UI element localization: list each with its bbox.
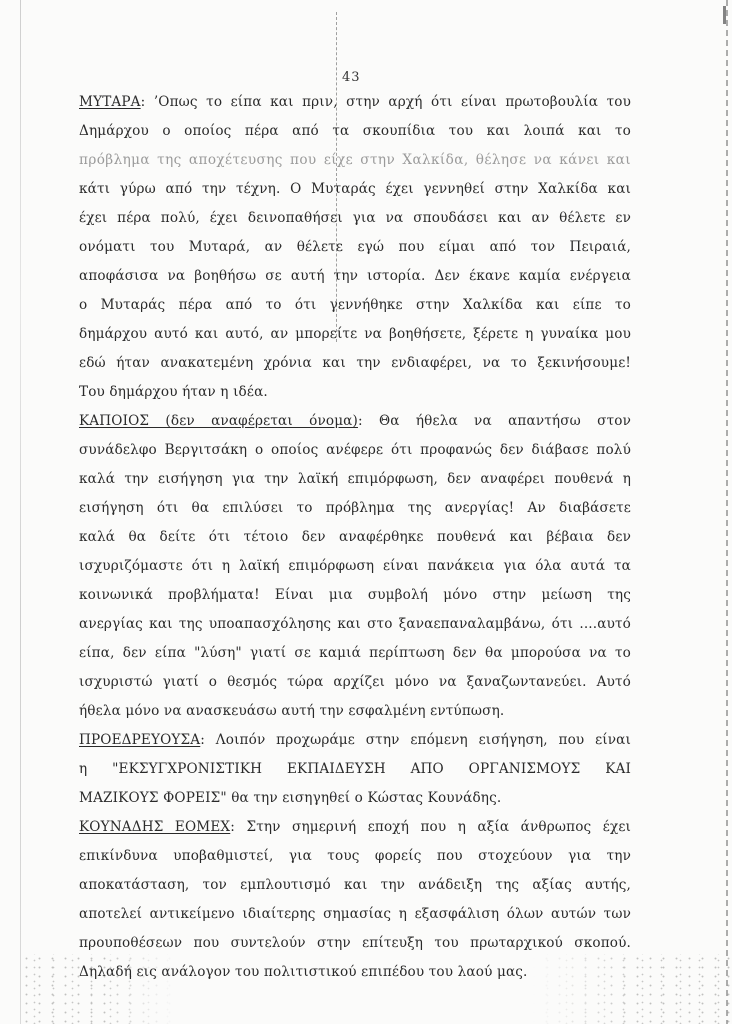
speaker-name: ΠΡΟΕΔΡΕΥΟΥΣΑ bbox=[79, 732, 201, 748]
transcript-body bbox=[79, 88, 631, 987]
line-text: Του δημάρχου ήταν η ιδέα. bbox=[79, 384, 268, 400]
line-text: : Στην σημερινή εποχή που η αξία άνθρωπος έχει bbox=[230, 819, 631, 835]
text-line bbox=[79, 813, 631, 842]
text-line bbox=[79, 407, 631, 436]
text-line bbox=[79, 900, 631, 929]
line-text: προυποθέσεων που συντελούν στην επίτευξη του πρωταρχικού σκοπού. bbox=[79, 935, 631, 951]
text-line bbox=[79, 378, 631, 407]
text-line bbox=[79, 349, 631, 378]
line-text: Δηλαδή εις ανάλογον του πολιτιστικού επιπέδου του λαού μας. bbox=[79, 964, 528, 980]
line-text: εδώ ήταν ανακατεμένη χρόνια και την ενδιαφέρει, να το ξεκινήσουμε! bbox=[79, 355, 631, 371]
scan-speck bbox=[723, 6, 726, 24]
line-text: καλά την εισήγηση για την λαϊκή επιμόρφωση, δεν αναφέρει πουθενά η bbox=[79, 471, 631, 487]
line-text: αποτελεί αντικείμενο ιδιαίτερης σημασίας η εξασφάλιση όλων αυτών των bbox=[79, 906, 631, 922]
line-text: είπα, δεν είπα "λύση" γιατί σε καμιά περίπτωση δεν θα μπορούσα να το bbox=[79, 645, 631, 661]
text-line bbox=[79, 610, 631, 639]
line-text: ισχυριζόμαστε ότι η λαϊκή επιμόρφωση είναι πανάκεια για όλα αυτά τα bbox=[79, 558, 631, 574]
text-line bbox=[79, 291, 631, 320]
text-line bbox=[79, 639, 631, 668]
text-line bbox=[79, 929, 631, 958]
line-text: εισήγηση ότι θα επιλύσει το πρόβλημα της ανεργίας! Αν διαβάσετε bbox=[79, 500, 631, 516]
scan-left-edge bbox=[20, 0, 21, 1024]
scan-right-edge bbox=[726, 0, 728, 1024]
text-line bbox=[79, 697, 631, 726]
text-line bbox=[79, 175, 631, 204]
text-line bbox=[79, 117, 631, 146]
text-line bbox=[79, 581, 631, 610]
text-line bbox=[79, 552, 631, 581]
text-line bbox=[79, 523, 631, 552]
text-line bbox=[79, 88, 631, 117]
line-text: πρόβλημα της αποχέτευσης που είχε στην Χαλκίδα, θέλησε να κάνει και bbox=[79, 152, 631, 168]
line-text: η "ΕΚΣΥΓΧΡΟΝΙΣΤΙΚΗ ΕΚΠΑΙΔΕΥΣΗ ΑΠΟ ΟΡΓΑΝΙΣΜΟΥΣ ΚΑΙ bbox=[79, 761, 631, 777]
text-line bbox=[79, 204, 631, 233]
line-text: επικίνδυνα υποβαθμιστεί, για τους φορείς που στοχεύουν για την bbox=[79, 848, 631, 864]
text-line bbox=[79, 726, 631, 755]
text-line bbox=[79, 871, 631, 900]
line-text: δημάρχου αυτό και αυτό, αν μπορείτε να βοηθήσετε, ξέρετε η γυναίκα μου bbox=[79, 326, 631, 342]
line-text: συνάδελφο Βεργιτσάκη ο οποίος ανέφερε ότι προφανώς δεν διάβασε πολύ bbox=[79, 442, 631, 458]
line-text: ισχυριστώ γιατί ο θεσμός τώρα αρχίζει μόνο να ξαναζωντανεύει. Αυτό bbox=[79, 674, 631, 690]
line-text: αποκατάσταση, τον εμπλουτισμό και την ανάδειξη της αξίας αυτής, bbox=[79, 877, 631, 893]
page-number: 43 bbox=[342, 70, 361, 85]
line-text: κοινωνικά προβλήματα! Είναι μια συμβολή μόνο στην μείωση της bbox=[79, 587, 631, 603]
line-text: καλά θα δείτε ότι τέτοιο δεν αναφέρθηκε πουθενά και βέβαια δεν bbox=[79, 529, 631, 545]
text-line bbox=[79, 465, 631, 494]
line-text: ονόματι του Μυταρά, αν θέλετε εγώ που είμαι από τον Πειραιά, bbox=[79, 239, 631, 255]
text-line bbox=[79, 494, 631, 523]
line-text: : ’Οπως το είπα και πριν, στην αρχή ότι είναι πρωτοβουλία του bbox=[140, 94, 631, 110]
speaker-name: ΜΥΤΑΡΑ bbox=[79, 94, 141, 110]
line-text: ήθελα μόνο να ανασκευάσω αυτή την εσφαλμένη εντύπωση. bbox=[79, 703, 505, 719]
line-text: ΜΑΖΙΚΟΥΣ ΦΟΡΕΙΣ" θα την εισηγηθεί ο Κώστας Κουνάδης. bbox=[79, 790, 502, 806]
text-line bbox=[79, 755, 631, 784]
text-line bbox=[79, 146, 631, 175]
text-line bbox=[79, 436, 631, 465]
text-line bbox=[79, 784, 631, 813]
line-text: Δημάρχου ο οποίος πέρα από τα σκουπίδια του και λοιπά και το bbox=[79, 123, 631, 139]
text-line bbox=[79, 842, 631, 871]
text-line bbox=[79, 320, 631, 349]
text-line bbox=[79, 958, 631, 987]
line-text: έχει πέρα πολύ, έχει δεινοπαθήσει για να σπουδάσει και αν θέλετε εν bbox=[79, 210, 631, 226]
line-text: αποφάσισα να βοηθήσω σε αυτή την ιστορία. Δεν έκανε καμία ενέργεια bbox=[79, 268, 631, 284]
line-text: κάτι γύρω από την τέχνη. Ο Μυταράς έχει γεννηθεί στην Χαλκίδα και bbox=[79, 181, 631, 197]
text-line bbox=[79, 668, 631, 697]
speaker-name: ΚΟΥΝΑΔΗΣ ΕΟΜΕΧ bbox=[79, 819, 231, 835]
line-text: : Λοιπόν προχωράμε στην επόμενη εισήγηση, που είναι bbox=[200, 732, 631, 748]
text-line bbox=[79, 262, 631, 291]
line-text: ανεργίας και της υποαπασχόλησης και στο ξαναεπαναλαμβάνω, ότι ....αυτό bbox=[79, 616, 631, 632]
text-line bbox=[79, 233, 631, 262]
line-text: : Θα ήθελα να απαντήσω στον bbox=[357, 413, 631, 429]
line-text: ο Μυταράς πέρα από το ότι γεννήθηκε στην Χαλκίδα και είπε το bbox=[79, 297, 631, 313]
speaker-name: ΚΑΠΟΙΟΣ (δεν αναφέρεται όνομα) bbox=[79, 413, 358, 429]
